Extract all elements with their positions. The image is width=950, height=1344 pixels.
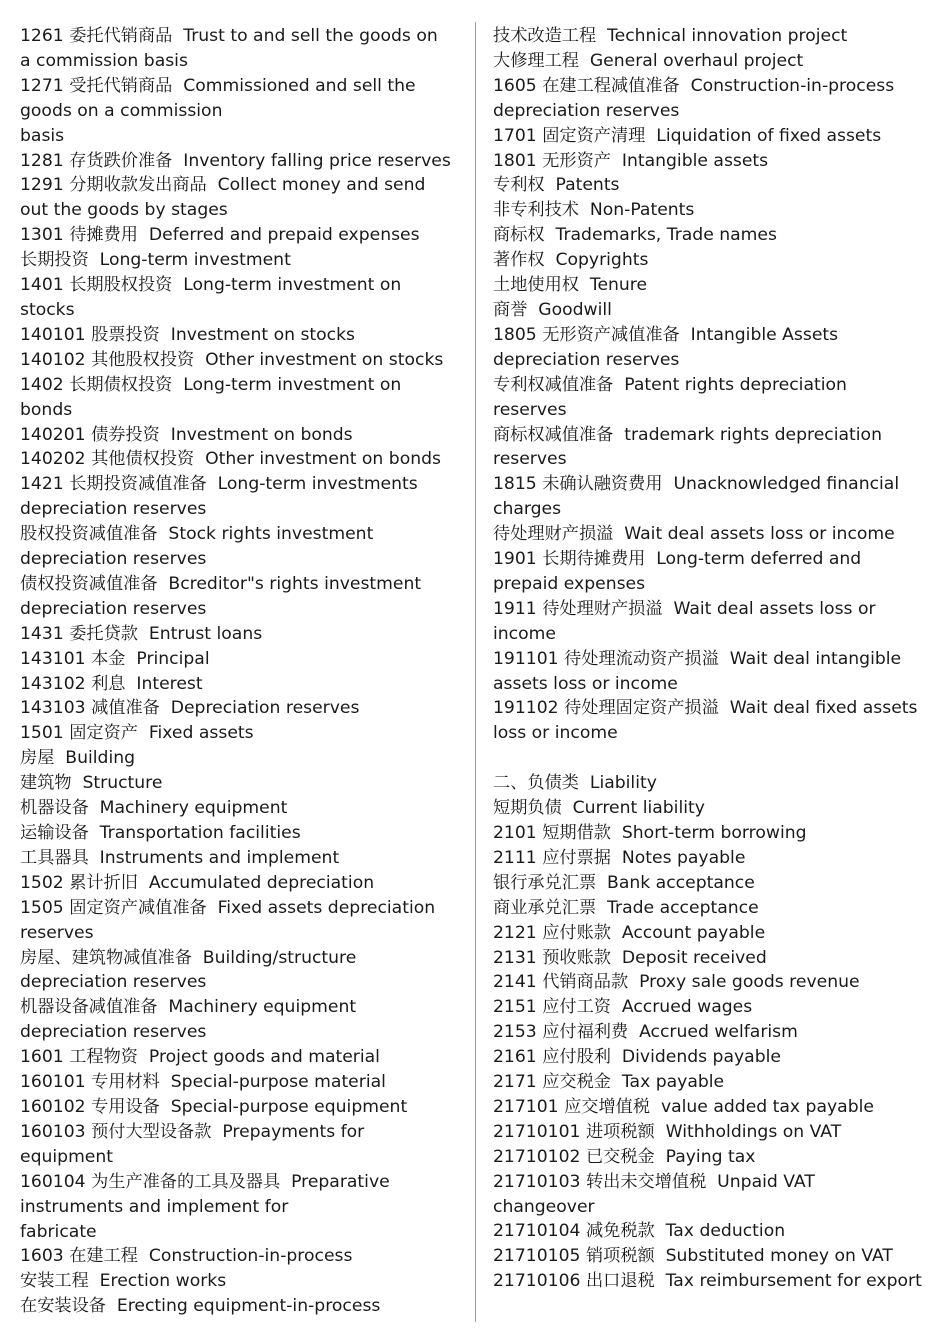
- account-line: 1502 累计折旧 Accumulated depreciation: [20, 872, 375, 893]
- account-line: 1815 未确认融资费用 Unacknowledged financial: [493, 474, 900, 495]
- account-line: 21710102 已交税金 Paying tax: [493, 1146, 756, 1167]
- account-line: 商业承兑汇票 Trade acceptance: [493, 897, 759, 918]
- account-line: 运输设备 Transportation facilities: [20, 823, 301, 843]
- account-line: instruments and implement for: [20, 1196, 289, 1217]
- account-line: 21710103 转出未交增值税 Unpaid VAT: [493, 1171, 815, 1192]
- account-line: 140102 其他股权投资 Other investment on stocks: [20, 349, 444, 370]
- account-line: 160104 为生产准备的工具及器具 Preparative: [20, 1171, 390, 1192]
- account-line: 140201 债券投资 Investment on bonds: [20, 424, 353, 445]
- account-line: 21710105 销项税额 Substituted money on VAT: [493, 1246, 893, 1267]
- account-line: [493, 746, 933, 771]
- account-line: 安装工程 Erection works: [20, 1271, 227, 1292]
- account-line: 191101 待处理流动资产损溢 Wait deal intangible: [493, 648, 902, 669]
- account-line: 1801 无形资产 Intangible assets: [493, 150, 769, 171]
- account-line: 143101 本金 Principal: [20, 648, 210, 669]
- account-line: 房屋、建筑物减值准备 Building/structure: [20, 947, 357, 968]
- account-line: 专利权减值准备 Patent rights depreciation: [493, 374, 847, 395]
- account-line: reserves: [20, 922, 94, 943]
- account-line: depreciation reserves: [20, 499, 207, 520]
- account-line: income: [493, 623, 556, 644]
- account-line: loss or income: [493, 723, 618, 744]
- account-line: 1421 长期投资减值准备 Long-term investments: [20, 474, 418, 495]
- left-column: [20, 24, 460, 1319]
- account-line: 短期负债 Current liability: [493, 798, 705, 819]
- account-line: 大修理工程 General overhaul project: [493, 50, 804, 71]
- account-line: 在安装设备 Erecting equipment-in-process: [20, 1296, 381, 1317]
- account-line: stocks: [20, 299, 75, 320]
- account-line: depreciation reserves: [20, 549, 207, 570]
- account-line: 217101 应交增值税 value added tax payable: [493, 1096, 874, 1117]
- account-line: 土地使用权 Tenure: [493, 275, 648, 296]
- account-line: 2121 应付账款 Account payable: [493, 922, 766, 943]
- account-line: depreciation reserves: [20, 598, 207, 619]
- account-line: 非专利技术 Non-Patents: [493, 200, 695, 221]
- account-line: 1701 固定资产清理 Liquidation of fixed assets: [493, 125, 882, 146]
- account-line: 2153 应付福利费 Accrued welfarism: [493, 1022, 798, 1043]
- account-line: charges: [493, 499, 562, 520]
- account-line: 银行承兑汇票 Bank acceptance: [493, 872, 755, 893]
- account-line: 1401 长期股权投资 Long-term investment on: [20, 275, 402, 296]
- account-line: 建筑物 Structure: [20, 773, 163, 794]
- account-line: reserves: [493, 449, 567, 470]
- account-line: 191102 待处理固定资产损溢 Wait deal fixed assets: [493, 698, 918, 719]
- account-line: 2101 短期借款 Short-term borrowing: [493, 822, 807, 843]
- account-line: 长期投资 Long-term investment: [20, 250, 291, 271]
- account-line: 技术改造工程 Technical innovation project: [493, 26, 848, 46]
- account-line: 债权投资减值准备 Bcreditor"s rights investment: [20, 573, 422, 594]
- account-line: depreciation reserves: [20, 1022, 207, 1043]
- column-divider: [475, 22, 476, 1322]
- account-line: 机器设备减值准备 Machinery equipment: [20, 997, 357, 1018]
- account-line: 1271 受托代销商品 Commissioned and sell the: [20, 75, 416, 96]
- account-line: fabricate: [20, 1221, 97, 1242]
- account-line: 2171 应交税金 Tax payable: [493, 1072, 725, 1093]
- account-line: 160102 专用设备 Special-purpose equipment: [20, 1096, 408, 1117]
- account-line: depreciation reserves: [493, 349, 680, 370]
- account-line: 140202 其他债权投资 Other investment on bonds: [20, 449, 441, 470]
- account-line: 2111 应付票据 Notes payable: [493, 847, 746, 868]
- account-line: 143102 利息 Interest: [20, 673, 203, 694]
- account-line: reserves: [493, 399, 567, 420]
- account-line: equipment: [20, 1146, 114, 1167]
- account-line: 160101 专用材料 Special-purpose material: [20, 1072, 386, 1093]
- account-line: 1911 待处理财产损溢 Wait deal assets loss or: [493, 598, 876, 619]
- account-line: 21710106 出口退税 Tax reimbursement for export: [493, 1271, 922, 1292]
- account-line: 2131 预收账款 Deposit received: [493, 947, 767, 968]
- account-line: 1281 存货跌价准备 Inventory falling price reserves: [20, 150, 451, 171]
- account-line: 2161 应付股利 Dividends payable: [493, 1047, 781, 1068]
- account-line: out the goods by stages: [20, 200, 228, 221]
- account-line: 1805 无形资产减值准备 Intangible Assets: [493, 324, 839, 345]
- account-line: 商标权 Trademarks, Trade names: [493, 225, 777, 246]
- account-line: 1301 待摊费用 Deferred and prepaid expenses: [20, 225, 420, 246]
- account-line: 1601 工程物资 Project goods and material: [20, 1047, 380, 1068]
- account-line: 1261 委托代销商品 Trust to and sell the goods on: [20, 26, 438, 46]
- account-line: 2141 代销商品款 Proxy sale goods revenue: [493, 972, 860, 993]
- account-line: 工具器具 Instruments and implement: [20, 847, 340, 868]
- account-line: 1402 长期债权投资 Long-term investment on: [20, 374, 402, 395]
- account-line: 1291 分期收款发出商品 Collect money and send: [20, 175, 426, 196]
- account-line: 1605 在建工程减值准备 Construction-in-process: [493, 75, 895, 96]
- account-line: 1501 固定资产 Fixed assets: [20, 723, 254, 744]
- account-line: 160103 预付大型设备款 Prepayments for: [20, 1121, 365, 1142]
- account-line: 二、负债类 Liability: [493, 773, 657, 794]
- account-line: assets loss or income: [493, 673, 678, 694]
- account-line: 股权投资减值准备 Stock rights investment: [20, 524, 374, 545]
- account-line: 商标权减值准备 trademark rights depreciation: [493, 424, 882, 445]
- account-line: basis: [20, 125, 65, 146]
- account-line: 21710104 减免税款 Tax deduction: [493, 1221, 786, 1242]
- account-line: prepaid expenses: [493, 573, 646, 594]
- account-line: 143103 减值准备 Depreciation reserves: [20, 698, 360, 719]
- account-line: 待处理财产损溢 Wait deal assets loss or income: [493, 524, 895, 545]
- account-line: 1431 委托贷款 Entrust loans: [20, 623, 263, 644]
- account-line: 21710101 进项税额 Withholdings on VAT: [493, 1121, 842, 1142]
- account-line: 140101 股票投资 Investment on stocks: [20, 324, 356, 345]
- account-line: changeover: [493, 1196, 595, 1217]
- account-line: 2151 应付工资 Accrued wages: [493, 997, 753, 1018]
- account-line: 机器设备 Machinery equipment: [20, 798, 288, 819]
- account-line: 商誉 Goodwill: [493, 299, 612, 320]
- account-line: 专利权 Patents: [493, 175, 620, 196]
- right-column: [493, 24, 933, 1294]
- account-line: 房屋 Building: [20, 748, 136, 769]
- account-line: 1603 在建工程 Construction-in-process: [20, 1246, 353, 1267]
- account-line: 著作权 Copyrights: [493, 250, 649, 271]
- account-line: a commission basis: [20, 50, 188, 71]
- account-line: depreciation reserves: [20, 972, 207, 993]
- account-line: 1901 长期待摊费用 Long-term deferred and: [493, 549, 862, 570]
- account-line: 1505 固定资产减值准备 Fixed assets depreciation: [20, 897, 436, 918]
- account-line: depreciation reserves: [493, 100, 680, 121]
- account-line: goods on a commission: [20, 100, 223, 121]
- account-line: bonds: [20, 399, 73, 420]
